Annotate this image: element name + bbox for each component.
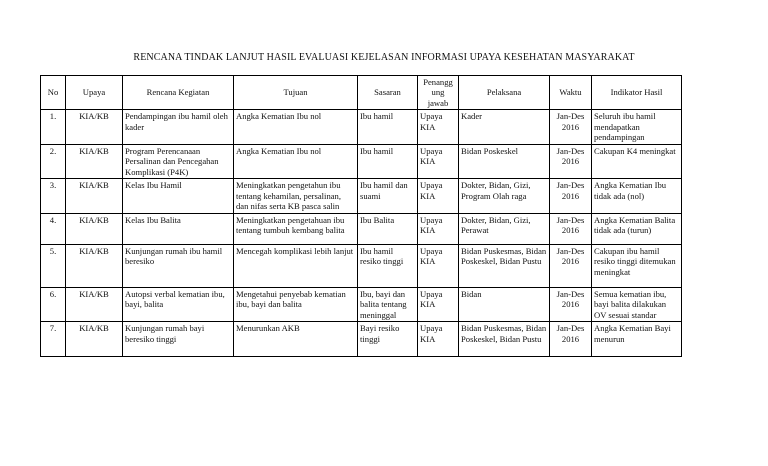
- cell-rencana-kegiatan: Pendampingan ibu hamil oleh kader: [123, 110, 234, 144]
- cell-tujuan: Meningkatkan pengetahuan ibu tentang tumbuh kembang balita: [234, 213, 358, 244]
- cell-tujuan: Meningkatkan pengetahun ibu tentang kehamilan, persalinan, dan nifas serta KB pasca salin: [234, 179, 358, 213]
- header-upaya: Upaya: [66, 76, 123, 110]
- cell-tujuan: Mencegah komplikasi lebih lanjut: [234, 244, 358, 287]
- cell-tujuan: Mengetahui penyebab kematian ibu, bayi dan balita: [234, 287, 358, 321]
- table-row: [41, 110, 682, 144]
- table-row: [41, 179, 682, 213]
- cell-tujuan: Angka Kematian Ibu nol: [234, 110, 358, 144]
- cell-pelaksana: Bidan Puskesmas, Bidan Poskeskel, Bidan Pustu: [459, 244, 550, 287]
- cell-indikator-hasil: Angka Kematian Bayi menurun: [592, 322, 682, 357]
- cell-indikator-hasil: Semua kematian ibu, bayi balita dilakukan OV sesuai standar: [592, 287, 682, 321]
- cell-rencana-kegiatan: Kunjungan rumah bayi beresiko tinggi: [123, 322, 234, 357]
- cell-waktu: Jan-Des 2016: [550, 213, 592, 244]
- table-row: [41, 322, 682, 357]
- action-plan-table: [40, 75, 682, 357]
- cell-sasaran: Ibu Balita: [358, 213, 418, 244]
- cell-penanggung-jawab: Upaya KIA: [418, 179, 459, 213]
- cell-pelaksana: Dokter, Bidan, Gizi, Program Olah raga: [459, 179, 550, 213]
- cell-waktu: Jan-Des 2016: [550, 244, 592, 287]
- table-row: [41, 213, 682, 244]
- header-pelaksana: Pelaksana: [459, 76, 550, 110]
- table-row: [41, 144, 682, 178]
- header-penanggung-jawab: Penangg ung jawab: [418, 76, 459, 110]
- cell-no: 6.: [41, 287, 66, 321]
- cell-indikator-hasil: Cakupan K4 meningkat: [592, 144, 682, 178]
- table-header-row: [41, 76, 682, 110]
- cell-indikator-hasil: Seluruh ibu hamil mendapatkan pendampingan: [592, 110, 682, 144]
- header-rencana-kegiatan: Rencana Kegiatan: [123, 76, 234, 110]
- cell-no: 2.: [41, 144, 66, 178]
- cell-no: 3.: [41, 179, 66, 213]
- cell-penanggung-jawab: Upaya KIA: [418, 213, 459, 244]
- cell-upaya: KIA/KB: [66, 144, 123, 178]
- cell-pelaksana: Bidan: [459, 287, 550, 321]
- table-row: [41, 287, 682, 321]
- cell-rencana-kegiatan: Autopsi verbal kematian ibu, bayi, balita: [123, 287, 234, 321]
- cell-sasaran: Ibu hamil: [358, 110, 418, 144]
- header-tujuan: Tujuan: [234, 76, 358, 110]
- cell-pelaksana: Kader: [459, 110, 550, 144]
- header-sasaran: Sasaran: [358, 76, 418, 110]
- cell-rencana-kegiatan: Kunjungan rumah ibu hamil beresiko: [123, 244, 234, 287]
- cell-upaya: KIA/KB: [66, 179, 123, 213]
- cell-sasaran: Ibu hamil: [358, 144, 418, 178]
- cell-tujuan: Angka Kematian Ibu nol: [234, 144, 358, 178]
- cell-rencana-kegiatan: Kelas Ibu Balita: [123, 213, 234, 244]
- cell-penanggung-jawab: Upaya KIA: [418, 287, 459, 321]
- cell-waktu: Jan-Des 2016: [550, 144, 592, 178]
- table-row: [41, 244, 682, 287]
- cell-no: 1.: [41, 110, 66, 144]
- header-no: No: [41, 76, 66, 110]
- cell-pelaksana: Bidan Puskesmas, Bidan Poskeskel, Bidan Pustu: [459, 322, 550, 357]
- cell-penanggung-jawab: Upaya KIA: [418, 110, 459, 144]
- cell-sasaran: Ibu hamil resiko tinggi: [358, 244, 418, 287]
- cell-upaya: KIA/KB: [66, 287, 123, 321]
- cell-upaya: KIA/KB: [66, 213, 123, 244]
- cell-penanggung-jawab: Upaya KIA: [418, 244, 459, 287]
- cell-penanggung-jawab: Upaya KIA: [418, 144, 459, 178]
- header-indikator-hasil: Indikator Hasil: [592, 76, 682, 110]
- cell-no: 7.: [41, 322, 66, 357]
- cell-pelaksana: Dokter, Bidan, Gizi, Perawat: [459, 213, 550, 244]
- cell-rencana-kegiatan: Program Perencanaan Persalinan dan Pencegahan Komplikasi (P4K): [123, 144, 234, 178]
- cell-indikator-hasil: Angka Kematian Ibu tidak ada (nol): [592, 179, 682, 213]
- cell-tujuan: Menurunkan AKB: [234, 322, 358, 357]
- cell-indikator-hasil: Angka Kematian Balita tidak ada (turun): [592, 213, 682, 244]
- cell-no: 4.: [41, 213, 66, 244]
- cell-indikator-hasil: Cakupan ibu hamil resiko tinggi ditemukan meningkat: [592, 244, 682, 287]
- cell-rencana-kegiatan: Kelas Ibu Hamil: [123, 179, 234, 213]
- cell-sasaran: Bayi resiko tinggi: [358, 322, 418, 357]
- cell-pelaksana: Bidan Poskeskel: [459, 144, 550, 178]
- cell-upaya: KIA/KB: [66, 110, 123, 144]
- cell-waktu: Jan-Des 2016: [550, 110, 592, 144]
- cell-waktu: Jan-Des 2016: [550, 322, 592, 357]
- header-waktu: Waktu: [550, 76, 592, 110]
- cell-sasaran: Ibu, bayi dan balita tentang meninggal: [358, 287, 418, 321]
- cell-upaya: KIA/KB: [66, 322, 123, 357]
- cell-waktu: Jan-Des 2016: [550, 179, 592, 213]
- cell-sasaran: Ibu hamil dan suami: [358, 179, 418, 213]
- cell-no: 5.: [41, 244, 66, 287]
- document-title: RENCANA TINDAK LANJUT HASIL EVALUASI KEJELASAN INFORMASI UPAYA KESEHATAN MASYARAKAT: [133, 52, 635, 63]
- cell-waktu: Jan-Des 2016: [550, 287, 592, 321]
- cell-penanggung-jawab: Upaya KIA: [418, 322, 459, 357]
- cell-upaya: KIA/KB: [66, 244, 123, 287]
